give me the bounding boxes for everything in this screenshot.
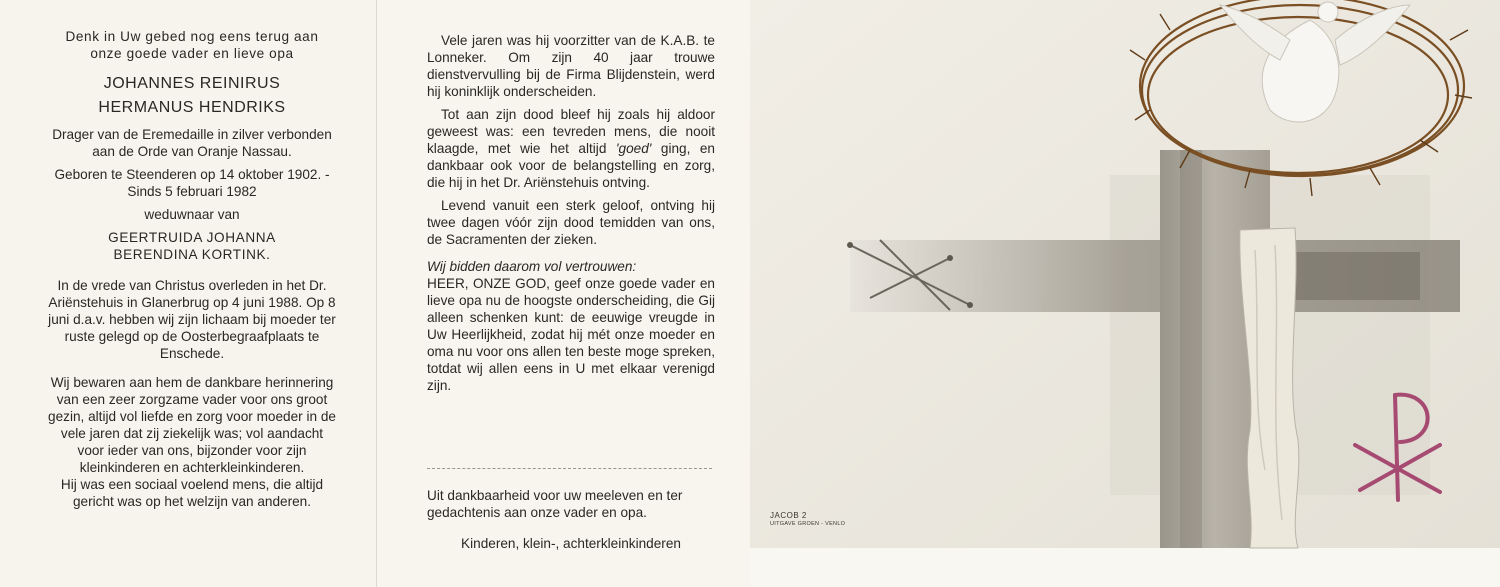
credit-publisher: UITGAVE GROEN - VENLO: [770, 521, 846, 527]
dashed-divider: [427, 468, 712, 469]
thanks-text: Uit dankbaarheid voor uw meeleven en ter gedachtenis aan onze vader en opa.: [427, 488, 683, 520]
credit-title: JACOB 2: [770, 511, 807, 520]
prayer-text: HEER, ONZE GOD, geef onze goede vader en lieve opa nu de hoogste onderscheiding, die Gij alleen schenken kunt: de eeuwige vreugde in Uw Heerlijkheid, zodat hij mét onze moeder en oma nu voor ons allen ten beste moge spreken, totdat wij allen eens in U met elkaar verenigd zijn.: [427, 276, 715, 393]
character-end: ging, en dankbaar ook voor de belangstelling en zorg, die hij in het Dr. Ariënstehuis ontving.: [427, 141, 715, 190]
artwork-credits: [770, 511, 845, 529]
social-text: Hij was een sociaal voelend mens, die altijd gericht was op het welzijn van anderen.: [60, 477, 324, 509]
death-text: In de vrede van Christus overleden in het Dr. Ariënstehuis in Glanerbrug op 4 juni 1988. Op 8 juni d.a.v. hebben wij zijn lichaam bij moeder ter ruste gelegd op de Oosterbegraafplaats te Enschede.: [48, 278, 336, 361]
memory-text: Wij bewaren aan hem de dankbare herinnering van een zeer zorgzame vader voor ons groot gezin, altijd vol liefde en zorg voor moeder in de vele jaren dat zij ziekelijk was; vol aandacht voor ieder van ons, bijzonder voor zijn kleinkinderen en achterkleinkinderen.: [48, 375, 336, 475]
name-line-2: HERMANUS HENDRIKS: [98, 99, 286, 116]
chair-text: Vele jaren was hij voorzitter van de K.A.B. te Lonneker. Om zijn 40 jaar trouwe dienstvervulling bij de Firma Blijdenstein, werd hij koninklijk onderscheiden.: [427, 33, 715, 99]
character-goed: 'goed': [615, 141, 652, 156]
nail-head-icon: [847, 242, 853, 248]
cross-post-shade: [1180, 150, 1202, 548]
name-line-1: JOHANNES REINIRUS: [103, 75, 281, 92]
artwork-bottom-margin: [750, 548, 1500, 587]
wife-line-1: GEERTRUIDA JOHANNA: [108, 230, 276, 245]
thanks-block: [427, 487, 715, 552]
widower-text: weduwnaar van: [144, 207, 240, 222]
prayer-intro: Wij bidden daarom vol vertrouwen:: [427, 259, 637, 274]
faith-text: Levend vanuit een sterk geloof, ontving hij twee dagen vóór zijn dood temidden van ons, de Sacramenten der zieken.: [427, 198, 715, 247]
middle-panel-text: [427, 32, 715, 394]
born-text: Geboren te Steenderen op 14 oktober 1902. - Sinds 5 februari 1982: [54, 167, 330, 199]
left-panel-text: [48, 28, 336, 510]
cross-artwork: [750, 0, 1500, 587]
nail-head-icon: [947, 255, 953, 261]
wife-name: [48, 229, 336, 263]
deceased-name: [48, 72, 336, 120]
wife-line-2: BERENDINA KORTINK.: [113, 247, 271, 262]
signature-text: Kinderen, klein-, achterkleinkinderen: [461, 536, 681, 551]
character-text: [427, 106, 715, 191]
honour-text: Drager van de Eremedaille in zilver verbonden aan de Orde van Oranje Nassau.: [52, 127, 332, 159]
character-start: Tot aan zijn dood bleef hij zoals hij aldoor geweest was: een tevreden mens, die nooit klaagde, met wie het altijd: [427, 107, 715, 156]
nail-head-icon: [967, 302, 973, 308]
opening-text: Denk in Uw gebed nog eens terug aan onze goede vader en lieve opa: [65, 29, 319, 61]
